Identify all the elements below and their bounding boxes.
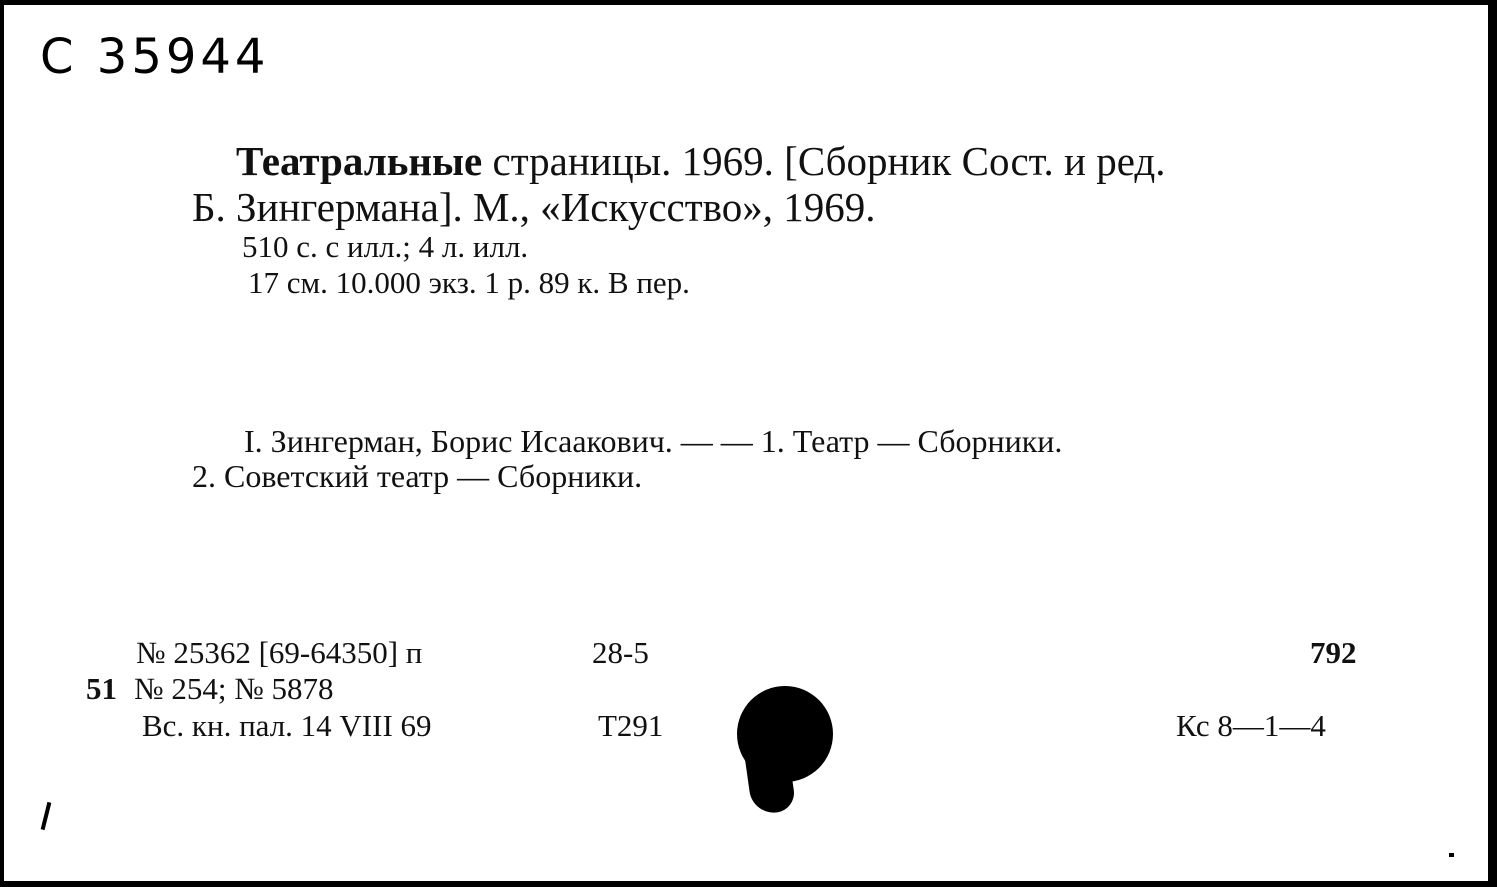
title-line-1-rest: страницы. 1969. [Сборник Сост. и ред. bbox=[492, 138, 1166, 184]
stamp-row-1-mid: 28-5 bbox=[592, 635, 649, 670]
physical-description-line-1: 510 с. с илл.; 4 л. илл. bbox=[242, 229, 529, 264]
stamp-row-1-right: 792 bbox=[1310, 635, 1357, 670]
speck-mark bbox=[1449, 853, 1454, 857]
physical-description-line-2: 17 см. 10.000 экз. 1 р. 89 к. В пер. bbox=[248, 265, 690, 300]
title-line-1 bbox=[236, 138, 1166, 184]
subjects-line-2: 2. Советский театр — Сборники. bbox=[192, 458, 643, 494]
stamp-row-3-mid: Т291 bbox=[598, 708, 664, 743]
stamp-row-3-right: Кс 8—1—4 bbox=[1176, 708, 1326, 743]
title-line-2: Б. Зингермана]. М., «Искусство», 1969. bbox=[192, 184, 876, 230]
subjects-line-1: I. Зингерман, Борис Исаакович. — — 1. Театр — Сборники. bbox=[244, 423, 1063, 459]
stamp-row-2-text: № 254; № 5878 bbox=[134, 671, 334, 706]
pencil-mark bbox=[41, 802, 52, 830]
stamp-row-1-left: № 25362 [69-64350] п bbox=[136, 635, 423, 670]
title-bold: Театральные bbox=[236, 138, 483, 184]
stamp-row-3-left: Вс. кн. пал. 14 VIII 69 bbox=[142, 708, 432, 743]
stamp-row-2-prefix: 51 bbox=[86, 671, 117, 706]
shelf-mark: С 35944 bbox=[40, 29, 270, 85]
